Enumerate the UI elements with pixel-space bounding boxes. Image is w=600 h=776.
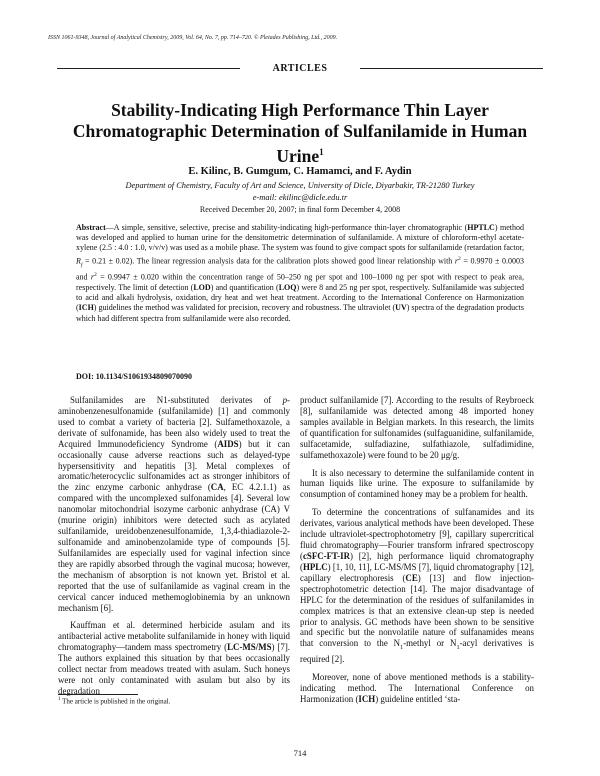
authors: E. Kilinc, B. Gumgum, C. Hamamci, and F. Aydin xyxy=(188,166,412,177)
paragraph-abbrev: AIDS xyxy=(217,438,239,449)
paragraph xyxy=(300,395,534,461)
paragraph-abbrev: CA xyxy=(210,482,224,493)
footnote xyxy=(58,697,290,705)
abstract-symbol-sub: f xyxy=(80,261,83,268)
paragraph-text: Moreover, none of above mentioned methods is a stability-indicating method. The International Conference on Harmonization ( xyxy=(300,671,534,704)
paragraph-text: Kauffman et al. determined herbicide asulam and its antibacterial active metabolite sulfanilamide in honey with liquid chromatography—tandem mass spectrometry ( xyxy=(58,620,290,653)
paragraph-text: ) [1, 10, 11], LC-MS/MS [7], liquid chromatography [12], capillary electrophoresis ( xyxy=(300,561,534,583)
abstract-symbol: r xyxy=(454,256,459,266)
paragraph-text: -aminobenzenesulfonamide (sulfanilamide) [1] and commonly used to combat a variety of bacteria [2]. Sulfamethoxazole, a derivate of sulfonamide, has been also widely used to treat the Acquired Immunodeficiency Syndrome ( xyxy=(58,395,290,449)
abstract-symbol: R xyxy=(76,256,81,266)
paragraph xyxy=(58,395,290,613)
abstract-text: = 0.9947 ± 0.020 within the concentration range of 50–250 ng per spot and 100–1000 ng per spot with respect to peak area, respectively. The limit of detection ( xyxy=(76,272,524,292)
journal-header: ISSN 1061-9348, Journal of Analytical Chemistry, 2009, Vol. 64, No. 7, pp. 714–720. © Pleiades Publishing, Ltd., 2009. xyxy=(48,35,338,41)
abstract-abbrev: HPTLC xyxy=(467,223,495,232)
paragraph xyxy=(300,507,534,665)
page-number: 714 xyxy=(293,748,307,758)
footnote-rule xyxy=(58,694,138,695)
abstract-text: ) method was developed and applied to human urine for the densitometric determination of sulfanilamide. A mixture of chloroform-ethyl acetate-xylene (2.5 : 4.0 : 1.0, v/v/v) was used as a mobile phase. The system was found to give compact spots for sulfanilamide (retardation factor, xyxy=(76,223,524,253)
paragraph-text: g/g. xyxy=(445,449,460,460)
paragraph-text: To determine the concentrations of sulfanamides and its derivates, various analytical methods have been developed. These include ultraviolet-spectrophotometry [9], capillary supercritical fluid chromatography—Fourier transform infrared spectroscopy ( xyxy=(300,507,534,561)
paragraph-abbrev: cSFC-FT-IR xyxy=(302,550,350,561)
paragraph-text: -acyl derivatives is required [2]. xyxy=(300,638,534,665)
abstract-symbol: r xyxy=(90,272,94,282)
paragraph-abbrev: HPLC xyxy=(302,561,328,572)
paragraph-text: -methyl or N xyxy=(403,638,457,649)
abstract-lead: Abstract xyxy=(76,223,106,232)
doi: DOI: 10.1134/S1061934809070090 xyxy=(76,372,193,381)
abstract-abbrev: LOQ xyxy=(278,282,297,292)
abstract-text: ) and quantification ( xyxy=(210,282,279,292)
paragraph-sub: 1 xyxy=(400,644,404,652)
paragraph-text: ) [2], high performance liquid chromatography ( xyxy=(300,550,534,572)
body-column-right xyxy=(300,395,534,705)
paragraph-text: ) guideline entitled ‘sta- xyxy=(375,693,461,704)
footnote-text: The article is published in the original. xyxy=(62,697,171,706)
abstract-symbol-sup: 2 xyxy=(458,255,461,262)
body-column-left xyxy=(58,395,290,697)
abstract-text: —A simple, sensitive, selective, precise and stability-indicating high-performance thin-layer chromatographic ( xyxy=(105,223,468,232)
abstract-abbrev: UV xyxy=(395,303,407,313)
paragraph-symbol: μ xyxy=(440,449,446,460)
abstract-symbol-sup: 2 xyxy=(93,272,97,279)
paragraph: It is also necessary to determine the sulfanilamide content in human liquids like urine. The exposure to sulfanilamide by consumption of contamined honey may be a problem for health. xyxy=(300,467,534,500)
abstract-abbrev: LOD xyxy=(193,282,211,292)
abstract-abbrev: ICH xyxy=(78,303,94,313)
affiliation: Department of Chemistry, Faculty of Art and Science, University of Dicle, Diyarbakir, TR-21280 Turkey xyxy=(125,181,475,190)
paragraph-text: product sulfanilamide [7]. According to the results of Reybroeck [8], sulfanilamide was detected among 48 imported honey samples available in Belgian markets. In this research, the limits of quantification for sulfonamides (sulfaguanidine, sulfanilamide, sulfacetamide, sulfadiazine, sulfathiazole, sulfadimidine, sulfamethoxazole) were found to be 20 xyxy=(300,395,534,460)
title-text: Stability-Indicating High Performance Thin Layer Chromatographic Determination of Sulfanilamide in Human Urine xyxy=(72,100,528,166)
abstract-text: ) spectra of the degradation products which had different spectra from sulfanilamide were also recorded. xyxy=(76,303,524,323)
paragraph-text: ) [7]. The authors explained this situation by that bees occasionally collect nectar from meadows treated with asulam. Such honeys were not only contaminated with asulam but also by its degradation xyxy=(58,642,290,696)
received-date: Received December 20, 2007; in final form December 4, 2008 xyxy=(199,205,401,214)
abstract xyxy=(76,223,524,324)
paragraph-abbrev: CE xyxy=(405,572,418,583)
paragraph-text: Sulfanilamides are N1-substituted derivates of xyxy=(70,395,283,405)
abstract-text: = 0.9970 ± 0.0003 and xyxy=(76,256,525,282)
article-title xyxy=(60,100,540,167)
paragraph-text: , EC 4.2.1.1) as compared with the uncomplexed sulfonamides [4]. Several low nanomolar mitochondrial isozyme carbonic anhydrase (CA) V (murine origin) inhibitors were detected such as acylated sulfanilamide, ureidobenzenesulfonamide, 1,3,4-thiadiazole-2-sulfonamide and aminobenzolamide type of compounds [5]. Sulfanilamides are especially used for vaginal infection since they are rapidly absorbed through the vaginal mucosa; however, the mechanism of absorption is not known yet. Bristol et al. reported that the use of sulfanilamide as vaginal cream in the cervical cancer induced methemoglobinemia by an unknown mechanism [6]. xyxy=(58,482,290,613)
abstract-text: = 0.21 ± 0.02). The linear regression analysis data for the calibration plots showed good linear relationship with xyxy=(82,256,455,266)
paragraph-text: ) [13] and flow injection-spectrophotometric detection [14]. The major disadvantage of HPLC for the determination of the residues of sulfanilamides in complex matrices is that an extensive clean-up step is needed prior to analysis. GC methods have been shown to be sensitive and specific but the nonvolatile nature of sulfanamides means that conversion to the N xyxy=(300,572,534,649)
abstract-text: ) were 8 and 25 ng per spot, respectively. Sulfanilamide was subjected to acid and alkali hydrolysis, oxidation, dry heat and wet heat treatment. According to the International Conference on Harmonization ( xyxy=(76,282,525,313)
email: e-mail: ekilinc@dicle.edu.tr xyxy=(252,193,348,202)
footnote-mark: 1 xyxy=(58,697,61,702)
paragraph xyxy=(300,672,534,705)
title-footnote-mark: 1 xyxy=(319,147,324,157)
section-label: ARTICLES xyxy=(240,63,360,75)
paragraph-abbrev: ICH xyxy=(358,693,376,704)
paragraph-text: ) but it can occasionally cause adverse reactions such as delayed-type hypersensitivity and hepatitis [3]. Metal complexes of aromatic/heterocyclic sulfonamides act as stronger inhibitors of the zinc enzyme carbonic anhydrase ( xyxy=(58,438,290,493)
paragraph-italic: p xyxy=(282,395,288,405)
paragraph-sub: 1 xyxy=(456,644,460,652)
abstract-text: ) guidelines the method was validated for precision, recovery and robustness. The ultraviolet ( xyxy=(93,303,396,313)
paragraph-abbrev: LC-MS/MS xyxy=(227,642,272,653)
paragraph xyxy=(58,620,290,696)
